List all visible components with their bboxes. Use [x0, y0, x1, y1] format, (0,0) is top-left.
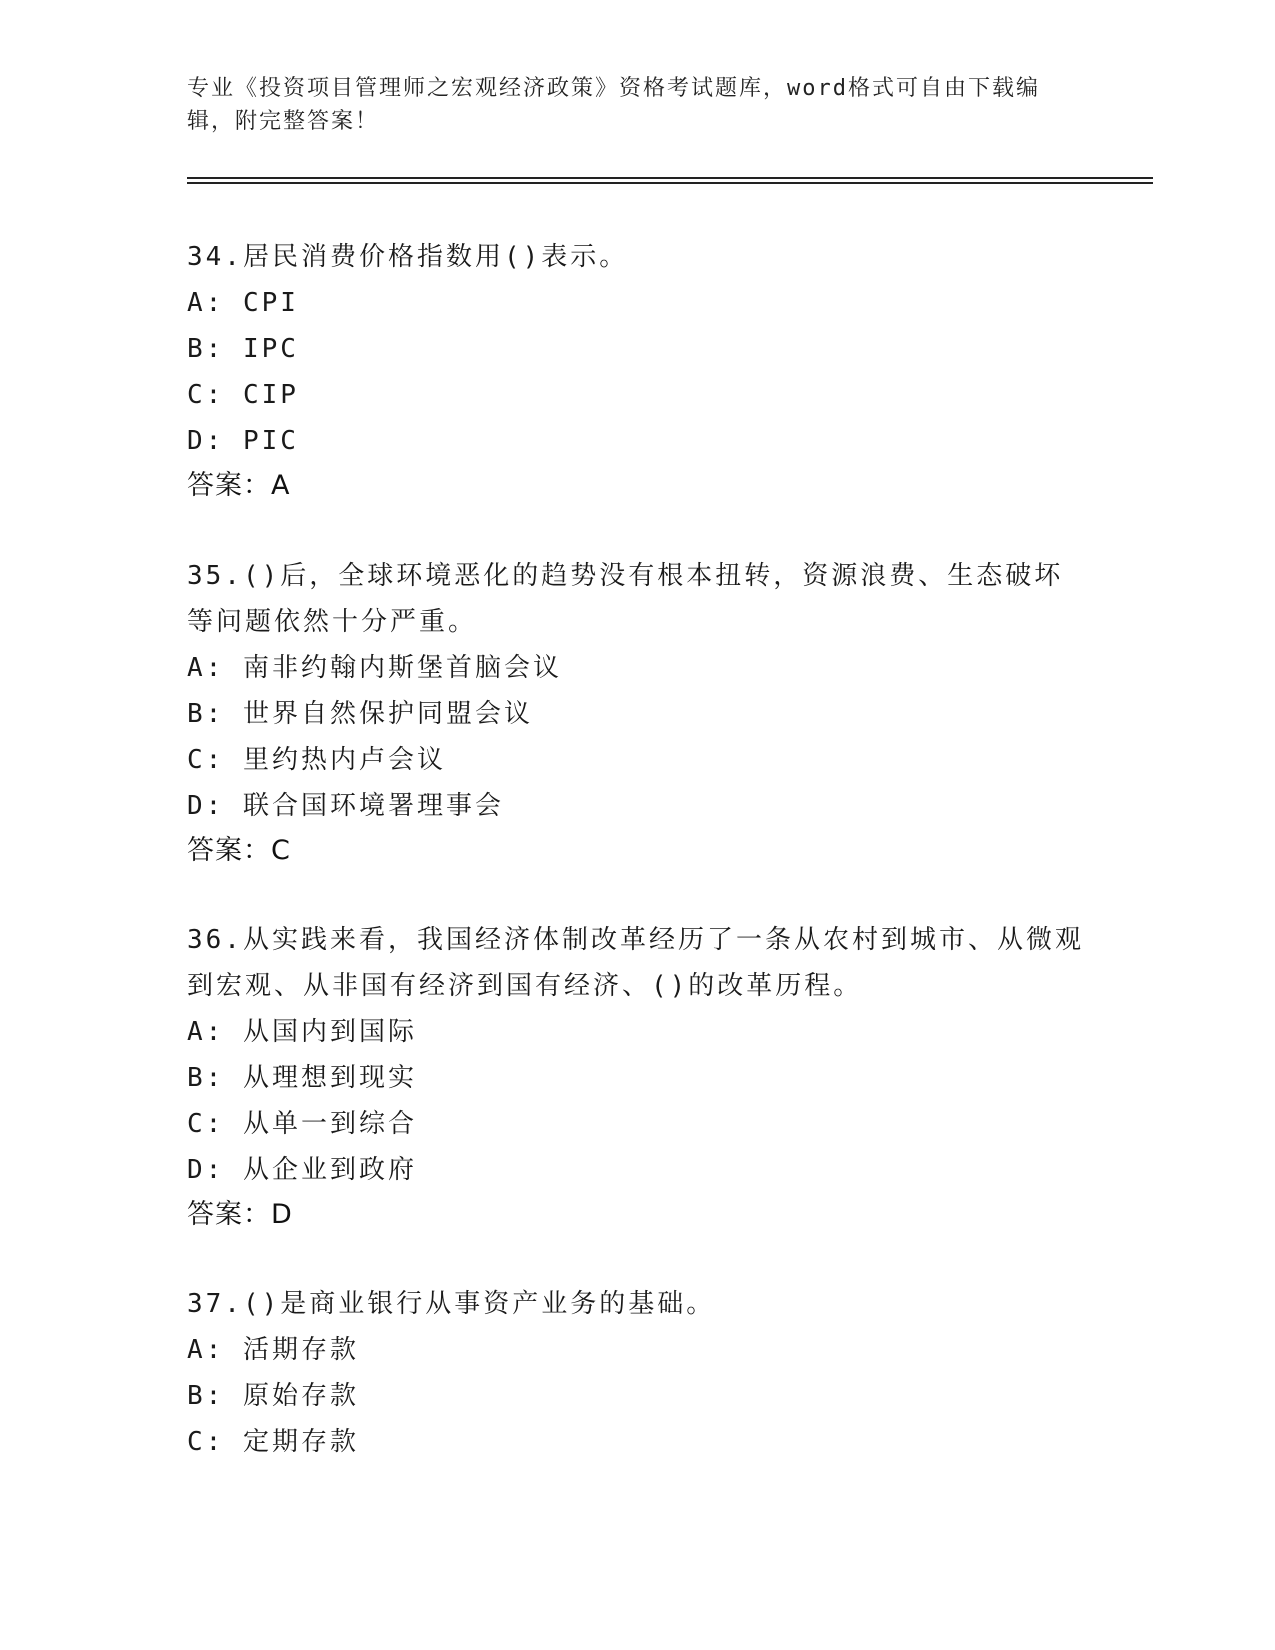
question-stem: 37.()是商业银行从事资产业务的基础。: [187, 1289, 716, 1319]
option-c: C: 定期存款: [187, 1427, 359, 1457]
option-c: C: 从单一到综合: [187, 1109, 417, 1139]
option-c: C: 里约热内卢会议: [187, 745, 446, 775]
document-header: 专业《投资项目管理师之宏观经济政策》资格考试题库，word格式可自由下载编辑，附完整答案！: [187, 76, 1040, 134]
option-d: D: 从企业到政府: [187, 1155, 417, 1185]
question-36: [187, 917, 1087, 1237]
option-d: D: PIC: [187, 426, 299, 456]
question-stem: 35.()后，全球环境恶化的趋势没有根本扭转，资源浪费、生态破坏等问题依然十分严重。: [187, 561, 1064, 637]
header-divider-bottom: [187, 182, 1153, 184]
question-34: [187, 234, 1087, 508]
option-c: C: CIP: [187, 380, 299, 410]
option-b: B: 世界自然保护同盟会议: [187, 699, 533, 729]
option-b: B: 从理想到现实: [187, 1063, 417, 1093]
option-b: B: 原始存款: [187, 1381, 359, 1411]
question-stem: 36.从实践来看，我国经济体制改革经历了一条从农村到城市、从微观到宏观、从非国有经济到国有经济、()的改革历程。: [187, 925, 1084, 1001]
answer: 答案：D: [187, 1199, 293, 1230]
option-a: A: 南非约翰内斯堡首脑会议: [187, 653, 562, 683]
option-a: A: 从国内到国际: [187, 1017, 417, 1047]
header-divider-top: [187, 177, 1153, 179]
question-35: [187, 553, 1087, 873]
option-a: A: CPI: [187, 288, 299, 318]
answer: 答案：A: [187, 470, 291, 501]
option-d: D: 联合国环境署理事会: [187, 791, 504, 821]
question-37: [187, 1281, 1087, 1465]
answer: 答案：C: [187, 835, 291, 866]
option-b: B: IPC: [187, 334, 299, 364]
question-stem: 34.居民消费价格指数用()表示。: [187, 242, 629, 272]
option-a: A: 活期存款: [187, 1335, 359, 1365]
